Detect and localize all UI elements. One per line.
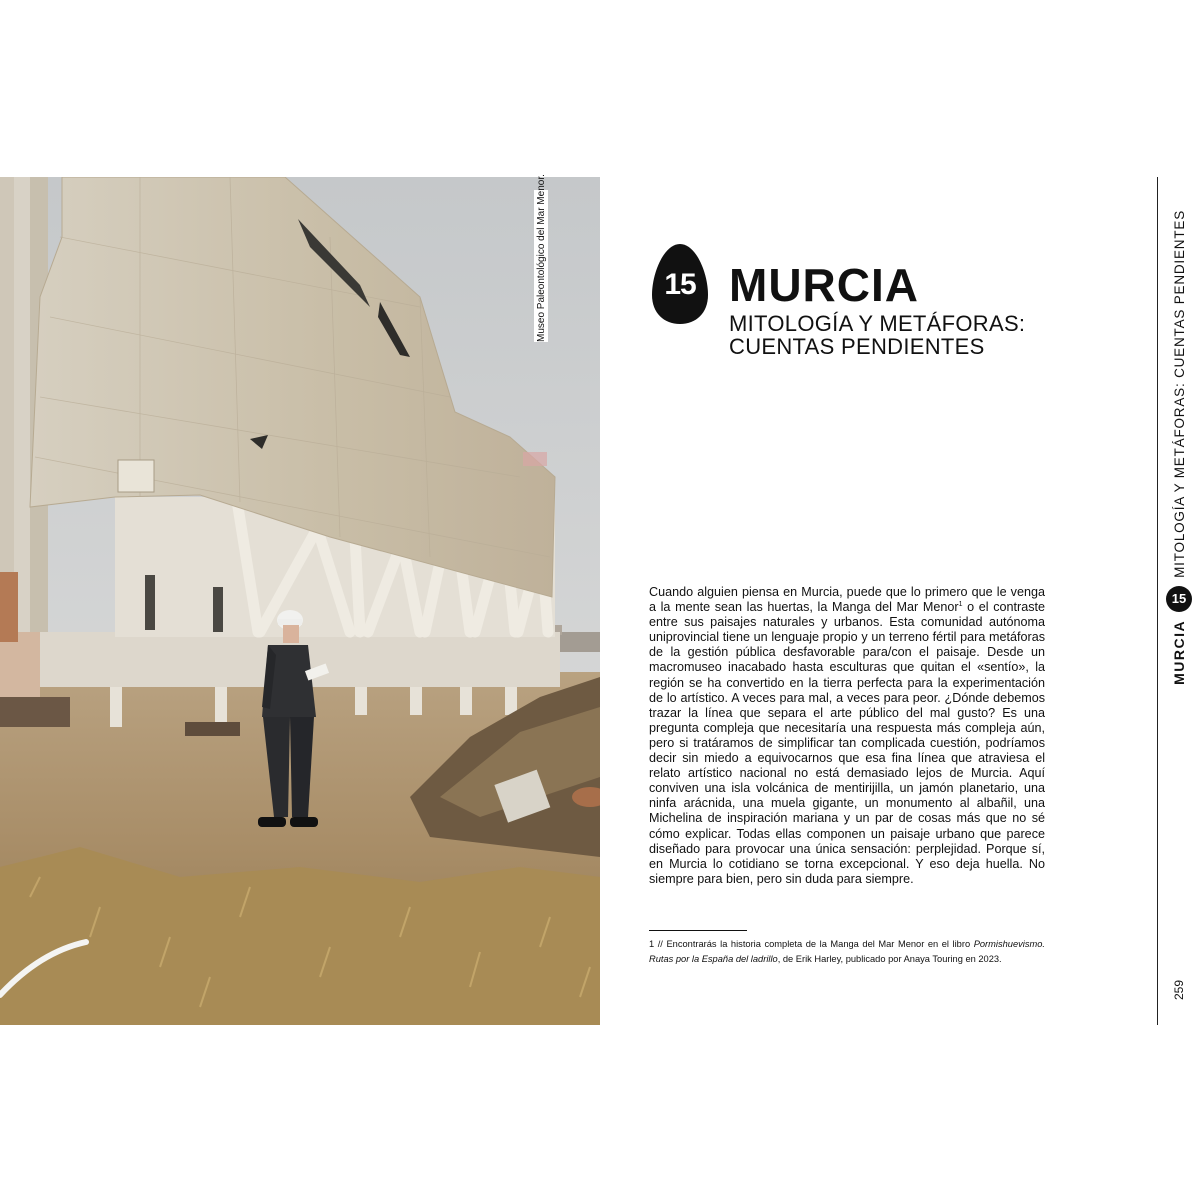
- footnote-lead: 1 // Encontrarás la historia completa de la Manga del Mar Menor en el libro: [649, 939, 974, 949]
- running-header-city: MURCIA: [1171, 619, 1187, 685]
- subtitle-line-1: MITOLOGÍA Y METÁFORAS:: [729, 311, 1026, 336]
- body-text-start: Cuando alguien piensa en Murcia, puede que lo primero que le venga a la mente sean las huertas, la Manga del Mar Menor: [649, 585, 1045, 615]
- footnote-ref: 1: [958, 600, 963, 608]
- running-header: [1165, 210, 1193, 700]
- running-header-subtitle: MITOLOGÍA Y METÁFORAS: CUENTAS PENDIENTES: [1171, 210, 1187, 578]
- chapter-subtitle: [729, 312, 1059, 358]
- body-paragraph: [649, 585, 1045, 887]
- chapter-number: 15: [664, 268, 696, 301]
- chapter-title: MURCIA: [729, 259, 919, 311]
- margin-rule: [1157, 177, 1158, 1025]
- page-number-text: 259: [1172, 979, 1186, 1001]
- museum-photo: [0, 174, 600, 1025]
- chapter-number-badge: [651, 243, 709, 325]
- footnote: [649, 937, 1045, 967]
- footnote-divider: [649, 930, 747, 931]
- photo-caption-text: Museo Paleontológico del Mar Menor.: [536, 174, 547, 342]
- body-text-rest: o el contraste entre sus paisajes naturales y urbanos. Esta comunidad autónoma uniprovincial tiene un lenguaje propio y un terreno fértil para metáforas de la gestión pública desfavorable para/con el paisaje. Desde un macromuseo inacabado hasta esculturas que quitan el «sentío», la región se ha convertido en la tierra perfecta para la experimentación de lo artístico. A veces para mal, a veces para peor. ¿Dónde debemos trazar la línea que separa el arte público del mal gusto? Es una pregunta compleja que necesitaría una respuesta más compleja aún, pero si tratáramos de simplificar tan complicada cuestión, podríamos decir sin miedo a equivocarnos que esa fina línea que atraviesa el relato artístico nacional no está demasiado lejos de Murcia. Aquí conviven una isla volcánica de mentirijilla, un jamón planetario, una ninfa arácnida, una muela gigante, un monumento al albañil, una Michelina de inspiración mariana y un par de cosas más que no sé cómo explicar. Todas ellas componen un paisaje urbano que parece diseñado para provocar una única sensación: perplejidad. Porque sí, en Murcia lo cotidiano se torna excepcional. Y eso deja huella. No siempre para bien, pero sin duda para siempre.: [649, 600, 1045, 886]
- page-number: [1170, 975, 1188, 1005]
- subtitle-line-2: CUENTAS PENDIENTES: [729, 334, 985, 359]
- footnote-tail: , de Erik Harley, publicado por Anaya Touring en 2023.: [777, 954, 1002, 964]
- photo-caption: [534, 174, 548, 342]
- footnote-book-title: Pormishuevismo. Rutas por la España del ladrillo: [649, 939, 1045, 964]
- running-header-number: 15: [1166, 586, 1192, 612]
